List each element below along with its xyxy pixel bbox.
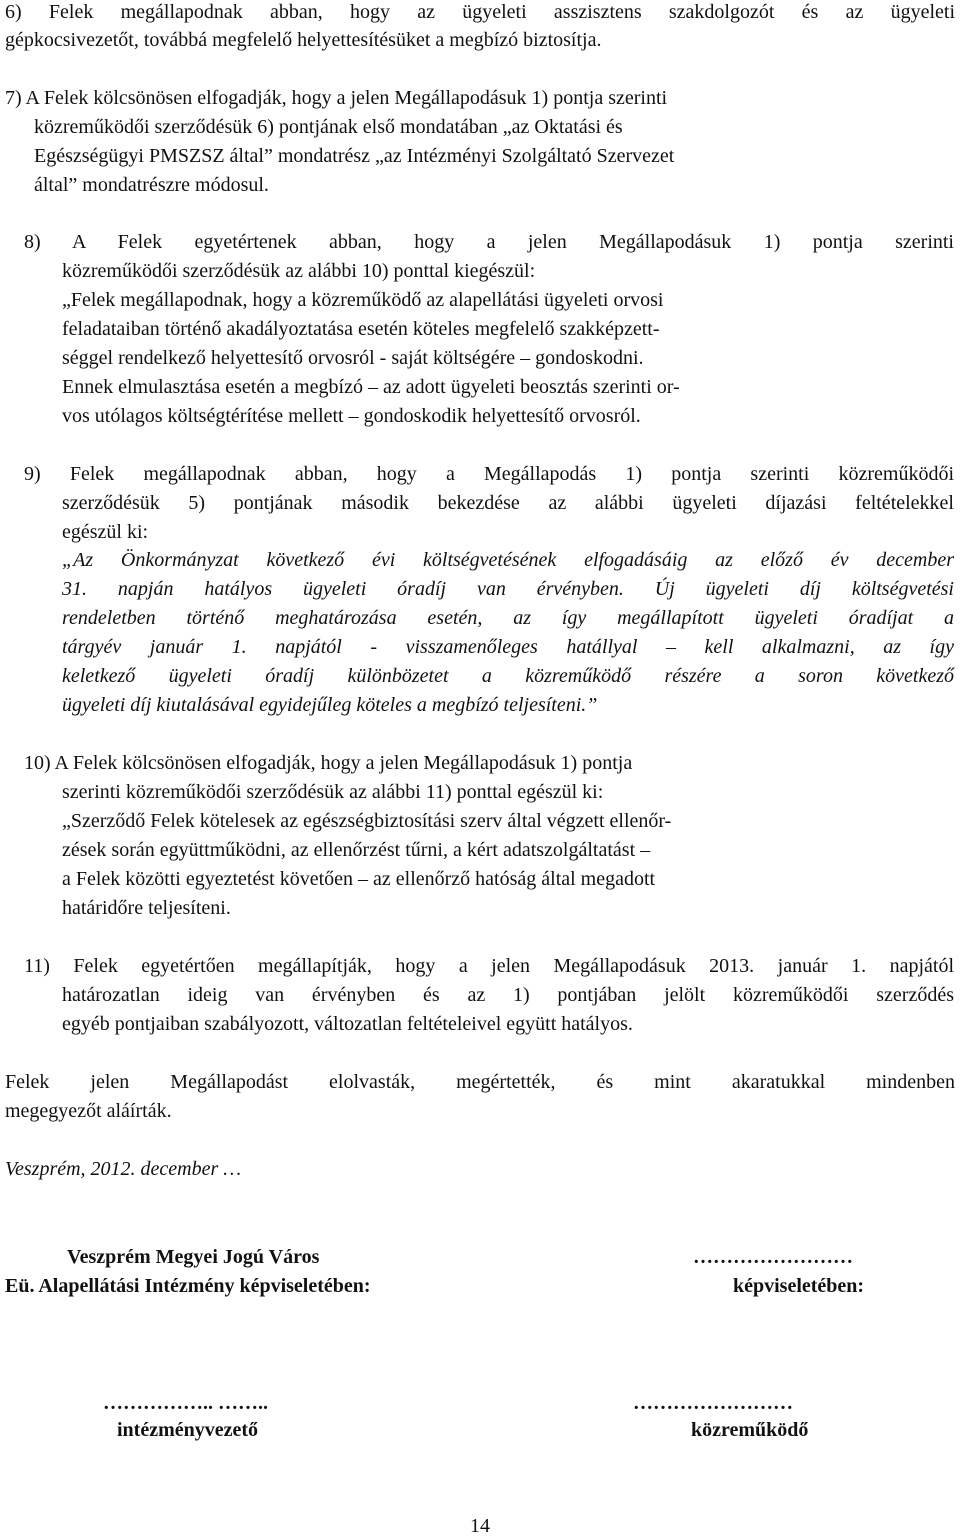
item9-quote-line-5: keletkező ügyeleti óradíj különbözetet a közreműködő részére a soron következő	[62, 665, 954, 687]
item8-line-5: séggel rendelkező helyettesítő orvosról - saját költségére – gondoskodni.	[62, 347, 644, 369]
item10-line-5: a Felek közötti egyeztetést követően – az ellenőrző hatóság által megadott	[62, 868, 656, 890]
item11-line-2: határozatlan ideig van érvényben és az 1) pontjában jelölt közreműködői szerződés	[62, 984, 954, 1006]
item9-quote-line-2: 31. napján hatályos ügyeleti óradíj van érvényben. Új ügyeleti díj költségvetési	[62, 578, 954, 600]
item10-line-3: „Szerződő Felek kötelesek az egészségbiztosítási szerv által végzett ellenőr-	[62, 810, 672, 832]
item7-line-1: 7) A Felek kölcsönösen elfogadják, hogy a jelen Megállapodásuk 1) pontja szerinti	[5, 87, 668, 109]
item7-line-2: közreműködői szerződésük 6) pontjának első mondatában „az Oktatási és	[34, 116, 623, 138]
item11-line-1: 11) Felek egyetértően megállapítják, hogy a jelen Megállapodásuk 2013. január 1. napjától	[24, 955, 954, 977]
item9-quote-line-6: ügyeleti díj kiutalásával egyidejűleg köteles a megbízó teljesíteni.”	[62, 694, 598, 716]
item10-line-6: határidőre teljesíteni.	[62, 897, 231, 919]
item8-line-1: 8) A Felek egyetértenek abban, hogy a jelen Megállapodásuk 1) pontja szerinti	[24, 231, 954, 253]
item9-line-1: 9) Felek megállapodnak abban, hogy a Megállapodás 1) pontja szerinti közreműködői	[24, 463, 954, 485]
signature-line-right: ……………………	[633, 1392, 793, 1414]
item9-quote-line-3: rendeletben történő meghatározása esetén, az így megállapított ügyeleti óradíjat a	[62, 607, 954, 629]
item10-line-2: szerinti közreműködői szerződésük az alábbi 11) ponttal egészül ki:	[62, 781, 604, 803]
signature-role-left: intézményvezető	[117, 1419, 259, 1441]
item6-line-2: gépkocsivezetőt, továbbá megfelelő helyettesítésüket a megbízó biztosítja.	[5, 29, 602, 51]
signature-role-right: közreműködő	[691, 1419, 809, 1441]
signature-line-left: …………….. ……..	[103, 1392, 268, 1414]
closing-line-1: Felek jelen Megállapodást elolvasták, megértették, és mint akaratukkal mindenben	[5, 1071, 955, 1093]
signature-right-dots: ……………………	[693, 1246, 853, 1268]
item8-line-7: vos utólagos költségtérítése mellett – gondoskodik helyettesítő orvosról.	[62, 405, 641, 427]
signature-right-representative: képviseletében:	[733, 1275, 865, 1297]
item7-line-3: Egészségügyi PMSZSZ által” mondatrész „az Intézményi Szolgáltató Szervezet	[34, 145, 675, 167]
closing-line-2: megegyezőt aláírták.	[5, 1100, 172, 1122]
place-date: Veszprém, 2012. december …	[5, 1158, 242, 1180]
item9-line-2: szerződésük 5) pontjának második bekezdése az alábbi ügyeleti díjazási feltételekkel	[62, 492, 954, 514]
item7-line-4: által” mondatrészre módosul.	[34, 174, 269, 196]
item10-line-4: zések során együttműködni, az ellenőrzést tűrni, a kért adatszolgáltatást –	[62, 839, 651, 861]
signature-left-org: Veszprém Megyei Jogú Város	[67, 1246, 320, 1268]
item11-line-3: egyéb pontjaiban szabályozott, változatlan feltételeivel együtt hatályos.	[62, 1013, 633, 1035]
item8-line-6: Ennek elmulasztása esetén a megbízó – az adott ügyeleti beosztás szerinti or-	[62, 376, 680, 398]
signature-left-representative: Eü. Alapellátási Intézmény képviseletében:	[5, 1275, 371, 1297]
item9-line-3: egészül ki:	[62, 521, 149, 543]
item8-line-3: „Felek megállapodnak, hogy a közreműködő az alapellátási ügyeleti orvosi	[62, 289, 664, 311]
item8-line-2: közreműködői szerződésük az alábbi 10) ponttal kiegészül:	[62, 260, 536, 282]
item6-line-1: 6) Felek megállapodnak abban, hogy az ügyeleti asszisztens szakdolgozót és az ügyeleti	[5, 1, 955, 23]
item8-line-4: feladataiban történő akadályoztatása esetén köteles megfelelő szakképzett-	[62, 318, 660, 340]
item10-line-1: 10) A Felek kölcsönösen elfogadják, hogy a jelen Megállapodásuk 1) pontja	[24, 752, 633, 774]
item9-quote-line-1: „Az Önkormányzat következő évi költségvetésének elfogadásáig az előző év december	[62, 549, 954, 571]
page-number: 14	[470, 1515, 490, 1537]
item9-quote-line-4: tárgyév január 1. napjától - visszamenőleges hatállyal – kell alkalmazni, az így	[62, 636, 954, 658]
